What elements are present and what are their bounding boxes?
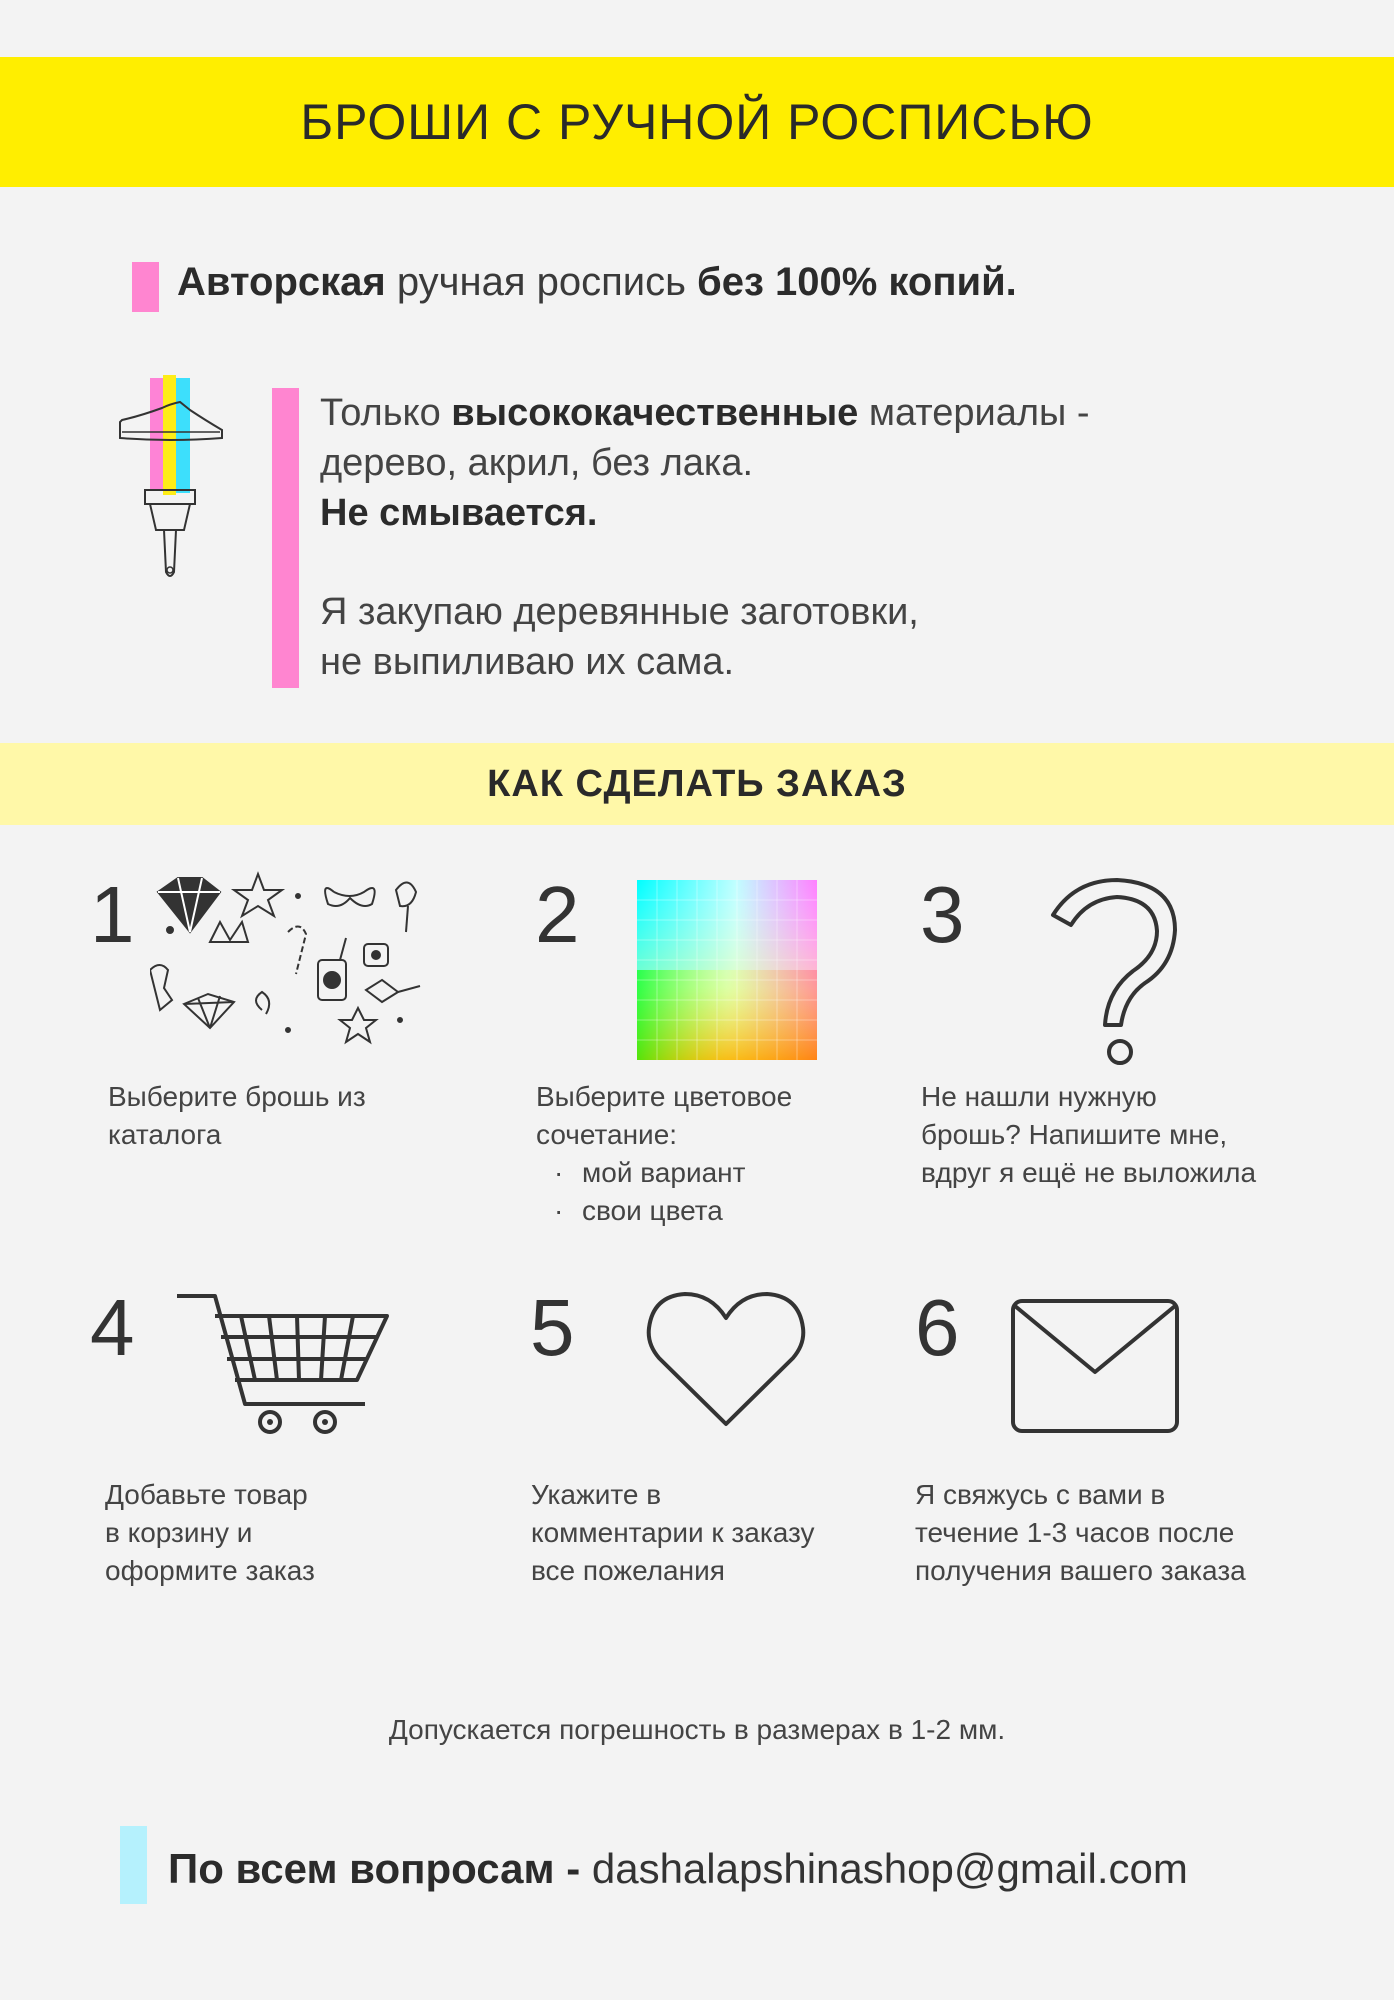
materials-text-2 <box>320 587 919 687</box>
step-6-text <box>915 1476 1246 1590</box>
materials-line-3: Не смывается. <box>320 492 598 534</box>
step-4-number: 4 <box>90 1283 135 1372</box>
header-banner <box>0 57 1394 187</box>
step-2-bullet: · мой вариант <box>536 1154 792 1192</box>
size-tolerance-note: Допускается погрешность в размерах в 1-2 мм. <box>388 1714 1006 1745</box>
step-2-line: Выберите цветовое <box>536 1081 793 1112</box>
contact-email-link[interactable]: dashalapshinashop@gmail.com <box>591 1845 1188 1892</box>
step-4-text <box>105 1476 315 1590</box>
intro-normal: ручная роспись <box>385 260 698 304</box>
materials-line-2: дерево, акрил, без лака. <box>320 442 754 484</box>
contact-line <box>168 1845 1188 1893</box>
step-2-bullet: · свои цвета <box>536 1192 792 1230</box>
cart-icon <box>175 1292 395 1440</box>
contact-accent-bar <box>120 1826 147 1904</box>
step-6-number: 6 <box>915 1283 960 1372</box>
step-4-line: оформите заказ <box>105 1555 315 1586</box>
step-2-line: сочетание: <box>536 1119 678 1150</box>
step-3-text <box>921 1078 1256 1192</box>
order-title: КАК СДЕЛАТЬ ЗАКАЗ <box>487 762 907 805</box>
envelope-icon <box>1010 1298 1180 1434</box>
page-title: БРОШИ С РУЧНОЙ РОСПИСЬЮ <box>300 94 1094 150</box>
step-6-line: получения вашего заказа <box>915 1555 1246 1586</box>
contact-label: По всем вопросам - <box>168 1845 592 1892</box>
color-palette-icon <box>637 880 817 1060</box>
step-3-number: 3 <box>920 870 965 959</box>
step-1-text <box>108 1078 366 1154</box>
sneaker-brush-icon <box>110 370 230 590</box>
step-5-text <box>531 1476 814 1590</box>
materials-line-4: Я закупаю деревянные заготовки, <box>320 591 919 633</box>
materials-line-1: Только высококачественные материалы - <box>320 392 1090 434</box>
materials-text <box>320 388 1090 538</box>
intro-line <box>177 260 1017 305</box>
intro-accent-bar <box>132 262 159 312</box>
intro-bold-1: Авторская <box>177 260 386 304</box>
step-6-line: течение 1-3 часов после <box>915 1517 1235 1548</box>
materials-accent-bar <box>272 388 299 688</box>
doodles-icon <box>150 870 425 1055</box>
step-3-line: вдруг я ещё не выложила <box>921 1157 1257 1188</box>
step-5-line: все пожелания <box>531 1555 725 1586</box>
heart-icon <box>645 1290 807 1430</box>
step-2-number: 2 <box>535 870 580 959</box>
step-3-line: брошь? Напишите мне, <box>921 1119 1228 1150</box>
step-5-line: Укажите в <box>531 1479 662 1510</box>
step-1-line: каталога <box>108 1119 222 1150</box>
step-4-line: Добавьте товар <box>105 1479 308 1510</box>
order-banner <box>0 743 1394 825</box>
step-4-line: в корзину и <box>105 1517 253 1548</box>
step-3-line: Не нашли нужную <box>921 1081 1157 1112</box>
step-1-number: 1 <box>90 870 135 959</box>
materials-line-5: не выпиливаю их сама. <box>320 641 735 683</box>
step-6-line: Я свяжусь с вами в <box>915 1479 1166 1510</box>
step-2-text <box>536 1078 792 1230</box>
step-1-line: Выберите брошь из <box>108 1081 366 1112</box>
step-5-line: комментарии к заказу <box>531 1517 815 1548</box>
intro-bold-2: без 100% копий. <box>697 260 1017 304</box>
step-5-number: 5 <box>530 1283 575 1372</box>
question-mark-icon <box>1045 875 1185 1070</box>
